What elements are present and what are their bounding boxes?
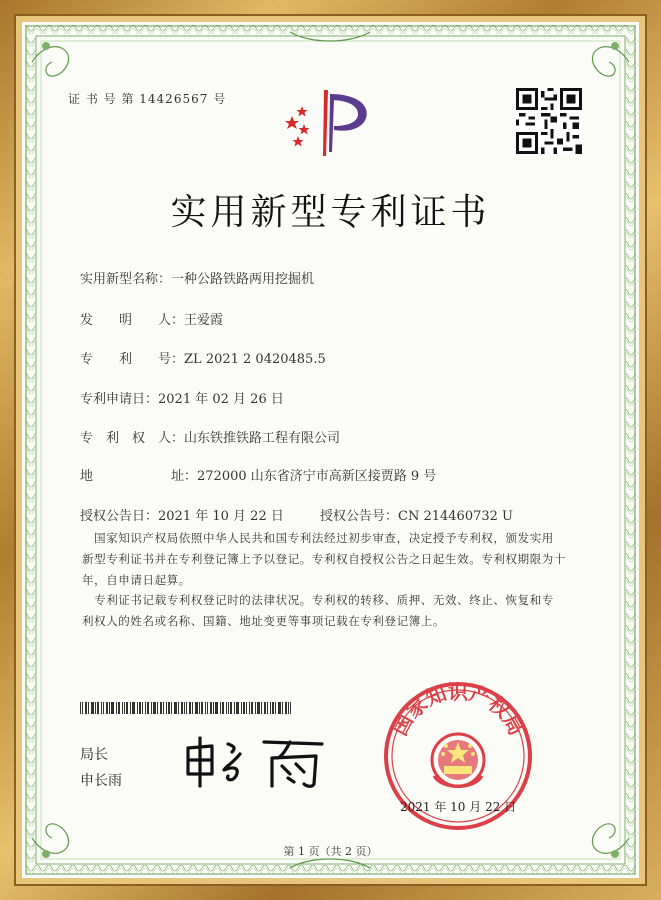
certificate-number-suffix: 号: [213, 92, 227, 106]
field-value-patentee: 山东铁推铁路工程有限公司: [184, 431, 341, 446]
body-line: 专利证书记载专利权登记时的法律状况。专利权的转移、质押、无效、终止、恢复和专: [82, 593, 554, 607]
seal-text: 国家知识产权局: [387, 680, 529, 740]
field-value-grant-date: 2021 年 10 月 22 日: [158, 509, 284, 524]
certificate-number: 14426567: [139, 92, 209, 106]
field-label-address: 地 址：: [80, 469, 198, 484]
field-row-patent-no: [80, 348, 326, 367]
field-row-name: [80, 268, 314, 287]
body-line: 国家知识产权局依照中华人民共和国专利法经过初步审查，决定授予专利权，颁发实用: [82, 531, 554, 545]
body-paragraph-1: [82, 528, 582, 591]
field-row-grant-date: [80, 505, 284, 524]
field-value-grant-no: CN 214460732 U: [398, 509, 513, 524]
seal-date: 2021 年 10 月 22 日: [400, 800, 517, 814]
field-label-patent-no: 专 利 号：: [80, 352, 185, 367]
field-row-grant-no: [320, 505, 513, 524]
field-value-address: 272000 山东省济宁市高新区接贾路 9 号: [197, 469, 437, 484]
director-title: 局长: [80, 747, 108, 763]
body-line: 年，自申请日起算。: [82, 573, 191, 587]
director-signature: [178, 734, 328, 790]
cnipa-logo-icon: [278, 86, 378, 158]
body-line: 利权人的姓名或名称、国籍、地址变更等事项记载在专利登记簿上。: [82, 614, 445, 628]
director-name: 申长雨: [80, 773, 122, 789]
qr-code-icon: [516, 88, 582, 154]
field-label-grant-no: 授权公告号：: [320, 509, 399, 524]
body-paragraph-2: [82, 590, 582, 632]
certificate-title: 实用新型专利证书: [170, 192, 491, 233]
field-label-filing-date: 专利申请日：: [80, 392, 159, 407]
page-number: 第 1 页（共 2 页）: [283, 845, 378, 858]
field-label-inventor: 发 明 人：: [80, 313, 185, 328]
body-line: 新型专利证书并在专利登记簿上予以登记。专利权自授权公告之日起生效。专利权期限为十: [82, 552, 566, 566]
field-value-filing-date: 2021 年 02 月 26 日: [158, 392, 284, 407]
field-label-name: 实用新型名称：: [80, 272, 172, 287]
certificate-number-line: [68, 90, 226, 107]
field-value-name: 一种公路铁路两用挖掘机: [171, 272, 315, 287]
certificate-number-label: 证 书 号 第: [68, 92, 135, 106]
field-row-inventor: [80, 309, 223, 328]
field-row-patentee: [80, 427, 340, 446]
field-row-filing-date: [80, 388, 284, 407]
field-value-patent-no: ZL 2021 2 0420485.5: [184, 352, 326, 367]
field-value-inventor: 王爱霞: [184, 313, 224, 328]
field-label-grant-date: 授权公告日：: [80, 509, 159, 524]
barcode-icon: [80, 702, 294, 714]
field-row-address: [80, 465, 436, 484]
field-label-patentee: 专 利 权 人：: [80, 431, 185, 446]
